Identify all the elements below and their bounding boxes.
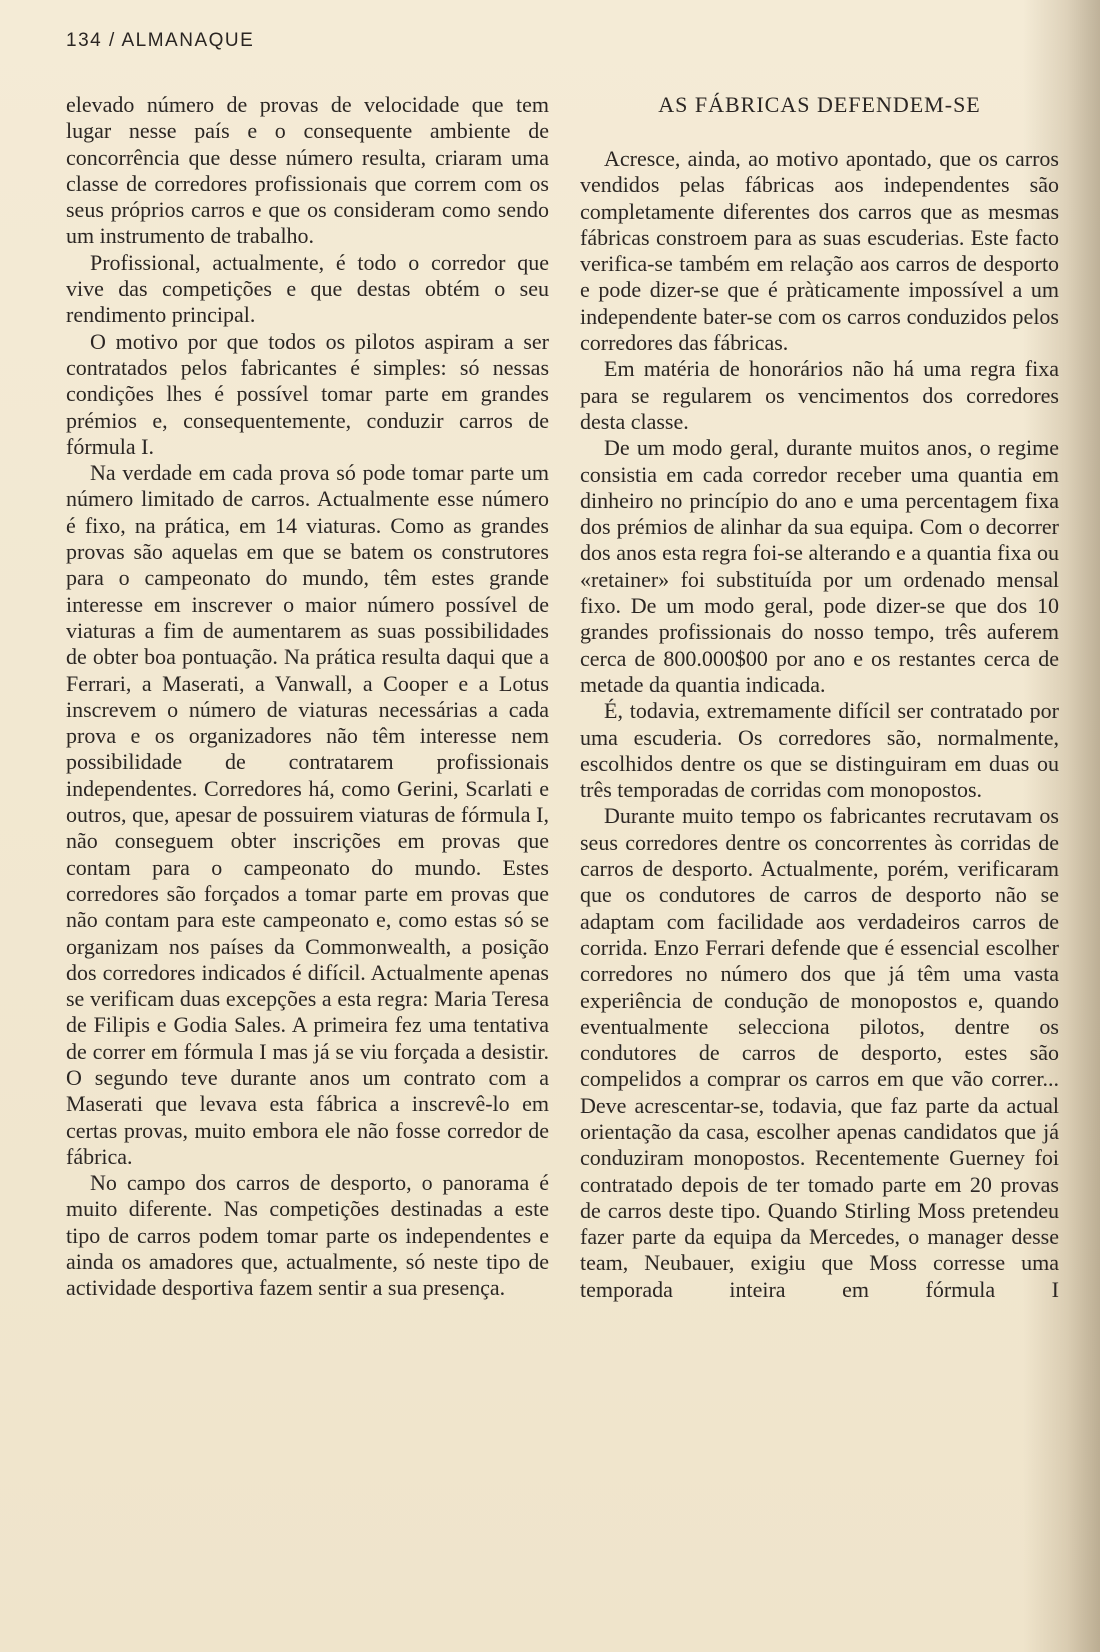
running-head: 134 / ALMANAQUE — [66, 30, 255, 51]
right-column — [580, 92, 1059, 1303]
paragraph: Na verdade em cada prova só pode tomar parte um número limitado de carros. Actualmente esse número é fixo, na prática, em 14 viaturas. Como as grandes provas são aquelas em que se batem os construtores para o campeonato do mundo, têm estes grande interesse em inscrever o maior número possível de viaturas a fim de aumentarem as suas possibilidades de obter boa pontuação. Na prática resulta daqui que a Ferrari, a Maserati, a Vanwall, a Cooper e a Lotus inscrevem o número de viaturas necessárias a cada prova e os organizadores não têm interesse nem possibilidade de contratarem profissionais independentes. Corredores há, como Gerini, Scarlati e outros, que, apesar de possuirem viaturas de fórmula I, não conseguem obter inscrições em provas que contam para o campeonato do mundo. Estes corredores são forçados a tomar parte em provas que não contam para este campeonato e, como estas só se organizam nos países da Commonwealth, a posição dos corredores indicados é difícil. Actualmente apenas se verificam duas excepções a esta regra: Maria Teresa de Filipis e Godia Sales. A primeira fez uma tentativa de correr em fórmula I mas já se viu forçada a desistir. O segundo teve durante anos um contrato com a Maserati que levava esta fábrica a inscrevê-lo em certas provas, muito embora ele não fosse corredor de fábrica. — [66, 460, 549, 1169]
paragraph: No campo dos carros de desporto, o panorama é muito diferente. Nas competições destinadas a este tipo de carros podem tomar parte os independentes e ainda os amadores que, actualmente, só neste tipo de actividade desportiva fazem sentir a sua presença. — [66, 1170, 549, 1301]
paragraph: Durante muito tempo os fabricantes recrutavam os seus corredores dentre os concorrentes às corridas de carros de desporto. Actualmente, porém, verificaram que os condutores de carros de desporto não se adaptam com facilidade aos verdadeiros carros de corrida. Enzo Ferrari defende que é essencial escolher corredores no número dos que já têm uma vasta experiência de condução de monopostos e, quando eventualmente selecciona pilotos, dentre os condutores de carros de desporto, estes são compelidos a comprar os carros em que vão correr... Deve acrescentar-se, todavia, que faz parte da actual orientação da casa, escolher apenas candidatos que já conduziram monopostos. Recentemente Guerney foi contratado depois de ter tomado parte em 20 provas de carros deste tipo. Quando Stirling Moss pretendeu fazer parte da equipa da Mercedes, o manager desse team, Neubauer, exigiu que Moss corresse uma temporada inteira em fórmula I — [580, 803, 1059, 1302]
paragraph: É, todavia, extremamente difícil ser contratado por uma escuderia. Os corredores são, normalmente, escolhidos dentre os que se distinguiram em duas ou três temporadas de corridas com monopostos. — [580, 698, 1059, 803]
paragraph: De um modo geral, durante muitos anos, o regime consistia em cada corredor receber uma quantia em dinheiro no princípio do ano e uma percentagem fixa dos prémios de alinhar da sua equipa. Com o decorrer dos anos esta regra foi-se alterando e a quantia fixa ou «retainer» foi substituída por um ordenado mensal fixo. De um modo geral, pode dizer-se que dos 10 grandes profissionais do nosso tempo, três auferem cerca de 800.000$00 por ano e os restantes cerca de metade da quantia indicada. — [580, 435, 1059, 697]
left-column — [66, 92, 549, 1302]
paragraph: Profissional, actualmente, é todo o corredor que vive das competições e que destas obtém o seu rendimento principal. — [66, 249, 549, 328]
section-title: AS FÁBRICAS DEFENDEM-SE — [658, 92, 981, 117]
paragraph: O motivo por que todos os pilotos aspiram a ser contratados pelos fabricantes é simples: só nessas condições lhes é possível tomar parte em grandes prémios e, consequentemente, conduzir carros de fórmula I. — [66, 328, 549, 459]
paragraph: Acresce, ainda, ao motivo apontado, que os carros vendidos pelas fábricas aos independentes são completamente diferentes dos carros que as mesmas fábricas constroem para as suas escuderias. Este facto verifica-se também em relação aos carros de desporto e pode dizer-se que é pràticamente impossível a um independente bater-se com os carros conduzidos pelos corredores das fábricas. — [580, 146, 1059, 356]
paragraph: elevado número de provas de velocidade que tem lugar nesse país e o consequente ambiente de concorrência que desse número resulta, criaram uma classe de corredores profissionais que correm com os seus próprios carros e que os consideram como sendo um instrumento de trabalho. — [66, 92, 549, 249]
paragraph: Em matéria de honorários não há uma regra fixa para se regularem os vencimentos dos corredores desta classe. — [580, 356, 1059, 434]
